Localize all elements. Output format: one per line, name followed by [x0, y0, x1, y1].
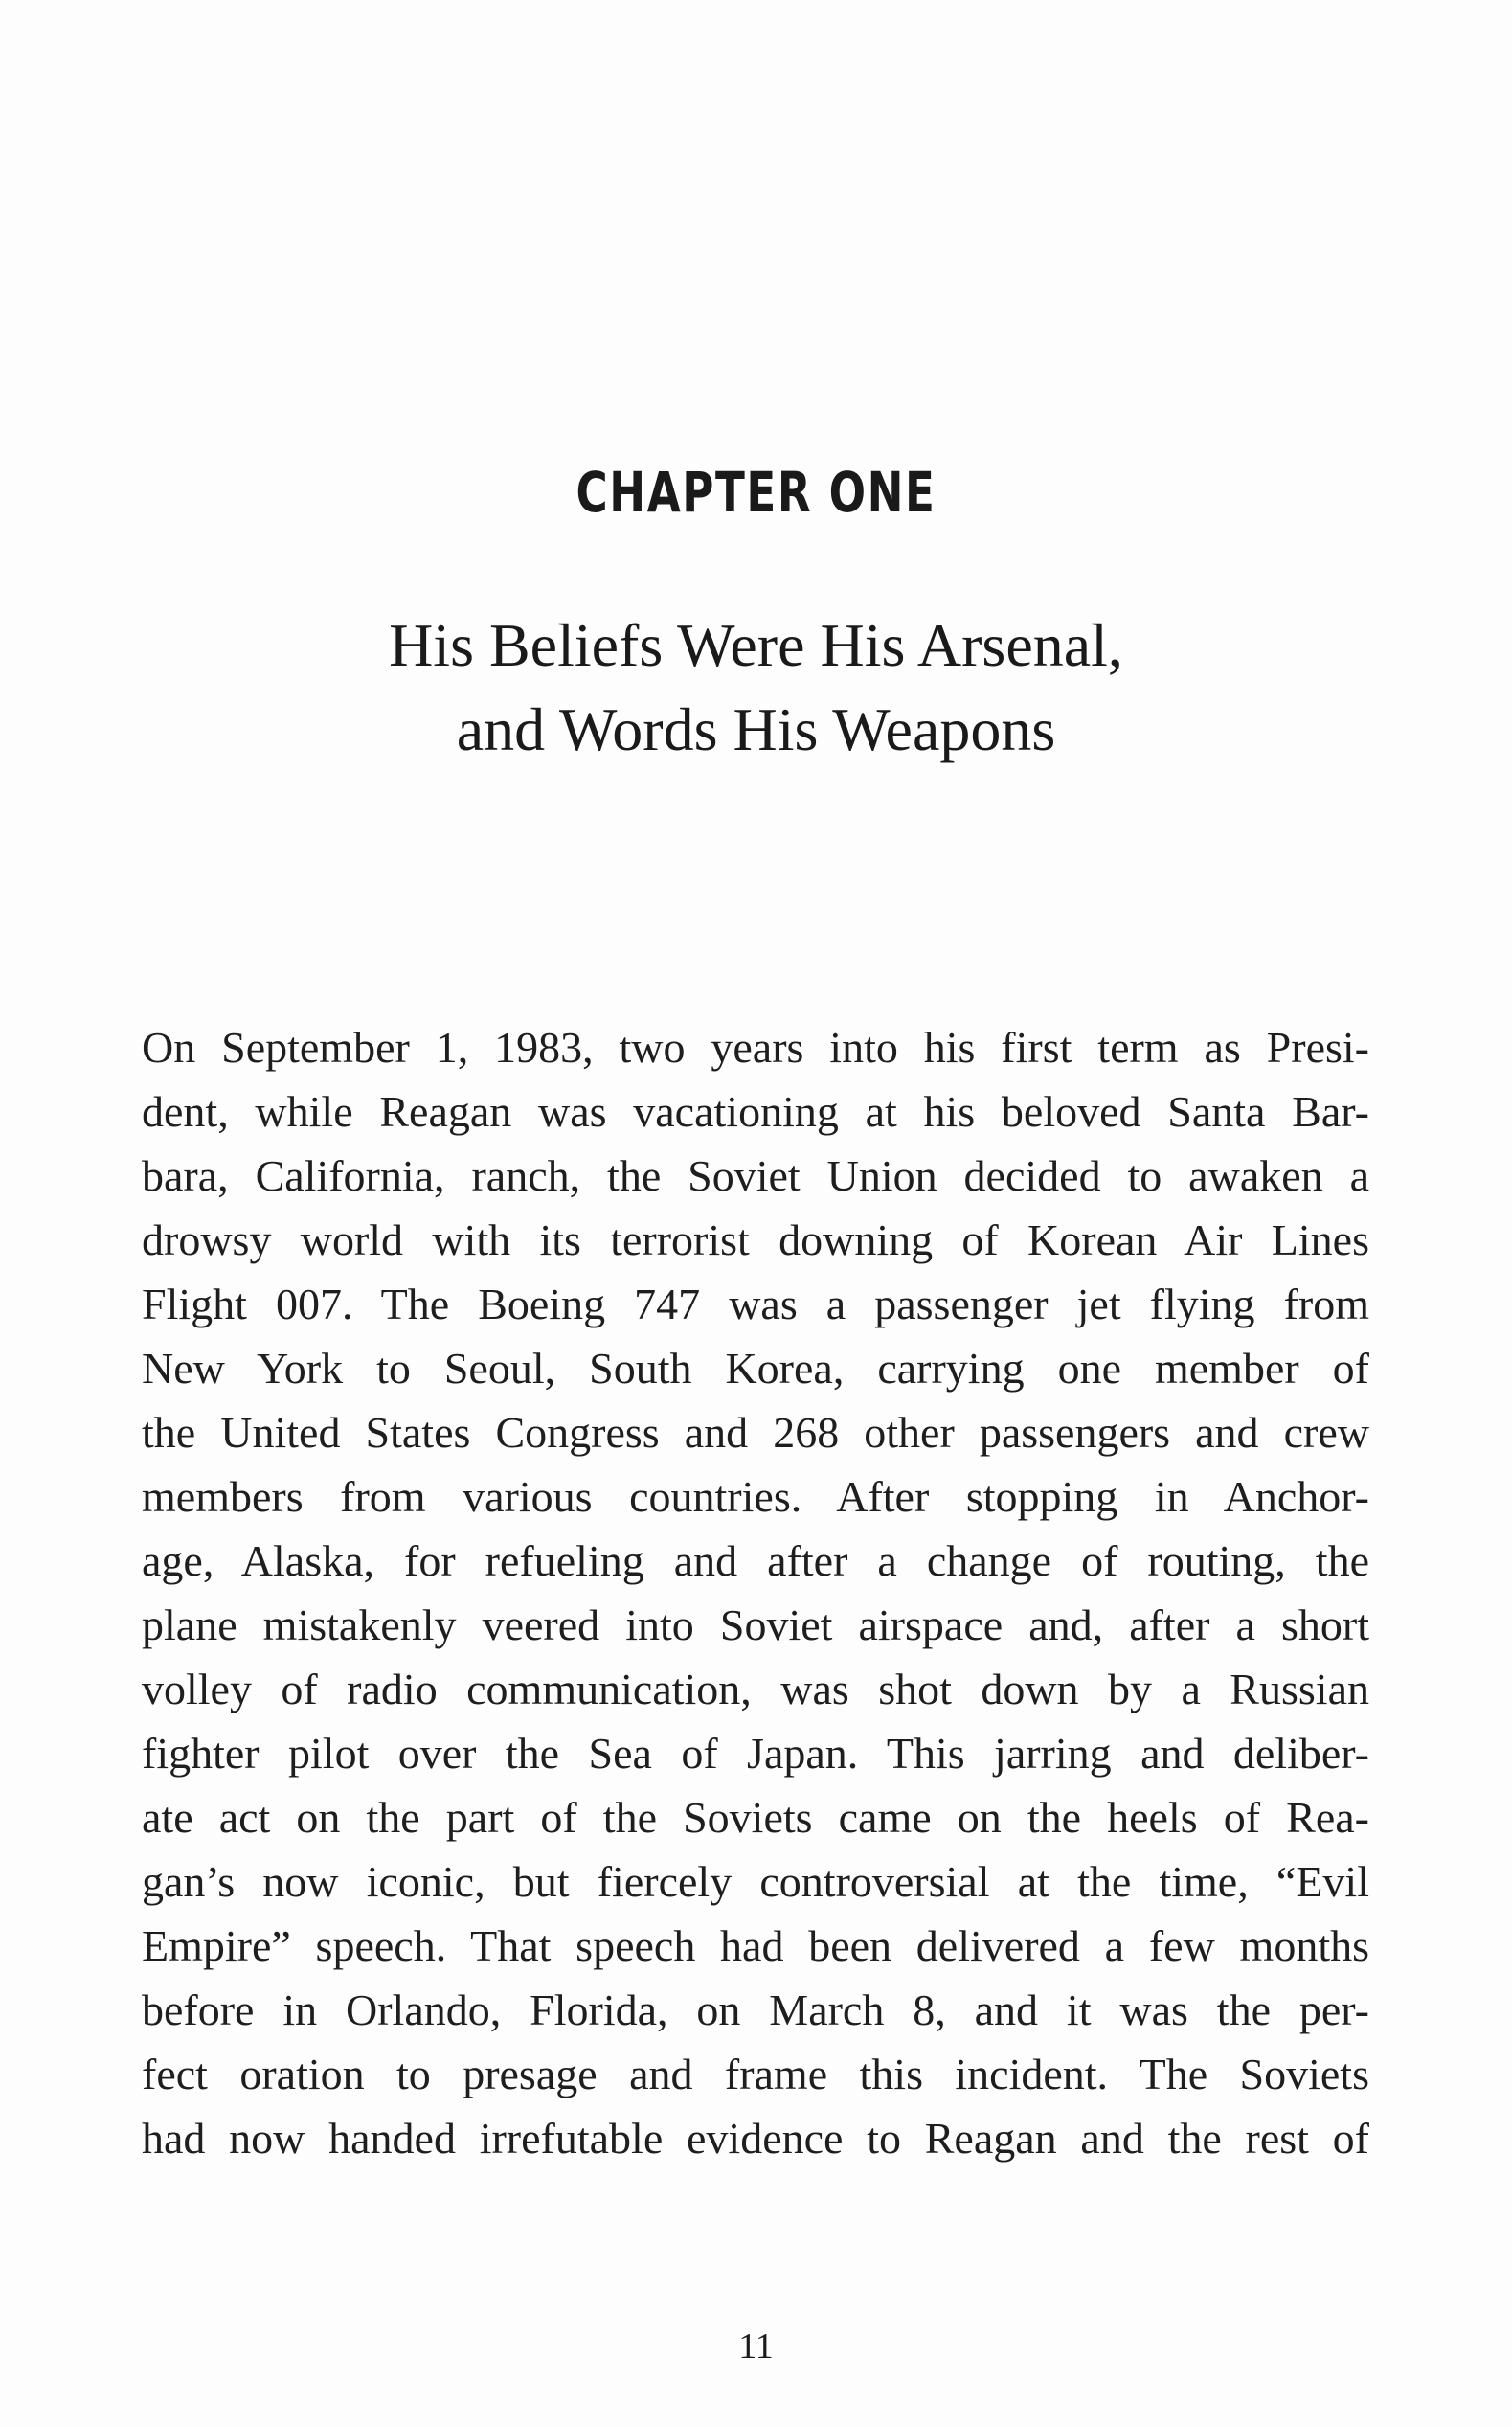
- body-line: New York to Seoul, South Korea, carrying one member of: [142, 1344, 1369, 1393]
- page-number: 11: [738, 2326, 774, 2367]
- body-line: fighter pilot over the Sea of Japan. This jarring and deliber-: [142, 1729, 1369, 1778]
- body-line: Flight 007. The Boeing 747 was a passenger jet flying from: [142, 1280, 1369, 1328]
- body-line: fect oration to presage and frame this incident. The Soviets: [142, 2050, 1369, 2098]
- chapter-title: [0, 603, 1512, 772]
- body-line: volley of radio communication, was shot down by a Russian: [142, 1665, 1369, 1713]
- body-line: the United States Congress and 268 other passengers and crew: [142, 1408, 1369, 1457]
- body-line: had now handed irrefutable evidence to Reagan and the rest of: [142, 2114, 1369, 2163]
- body-line: gan’s now iconic, but fiercely controversial at the time, “Evil: [142, 1857, 1369, 1906]
- body-line: drowsy world with its terrorist downing of Korean Air Lines: [142, 1215, 1369, 1264]
- body-line: On September 1, 1983, two years into his first term as Presi-: [142, 1023, 1369, 1072]
- body-line: Empire” speech. That speech had been delivered a few months: [142, 1921, 1369, 1970]
- body-line: plane mistakenly veered into Soviet airspace and, after a short: [142, 1600, 1369, 1649]
- body-line: dent, while Reagan was vacationing at his beloved Santa Bar-: [142, 1087, 1369, 1136]
- body-line: ate act on the part of the Soviets came on the heels of Rea-: [142, 1793, 1369, 1842]
- body-line: age, Alaska, for refueling and after a change of routing, the: [142, 1536, 1369, 1585]
- chapter-title-line-2: and Words His Weapons: [456, 695, 1056, 763]
- body-line: before in Orlando, Florida, on March 8, and it was the per-: [142, 1985, 1369, 2034]
- chapter-title-line-1: His Beliefs Were His Arsenal,: [389, 611, 1123, 679]
- body-line: members from various countries. After stopping in Anchor-: [142, 1472, 1369, 1521]
- body-paragraph: [142, 1015, 1369, 2170]
- body-line: bara, California, ranch, the Soviet Union decided to awaken a: [142, 1151, 1369, 1200]
- chapter-label: CHAPTER ONE: [575, 460, 937, 525]
